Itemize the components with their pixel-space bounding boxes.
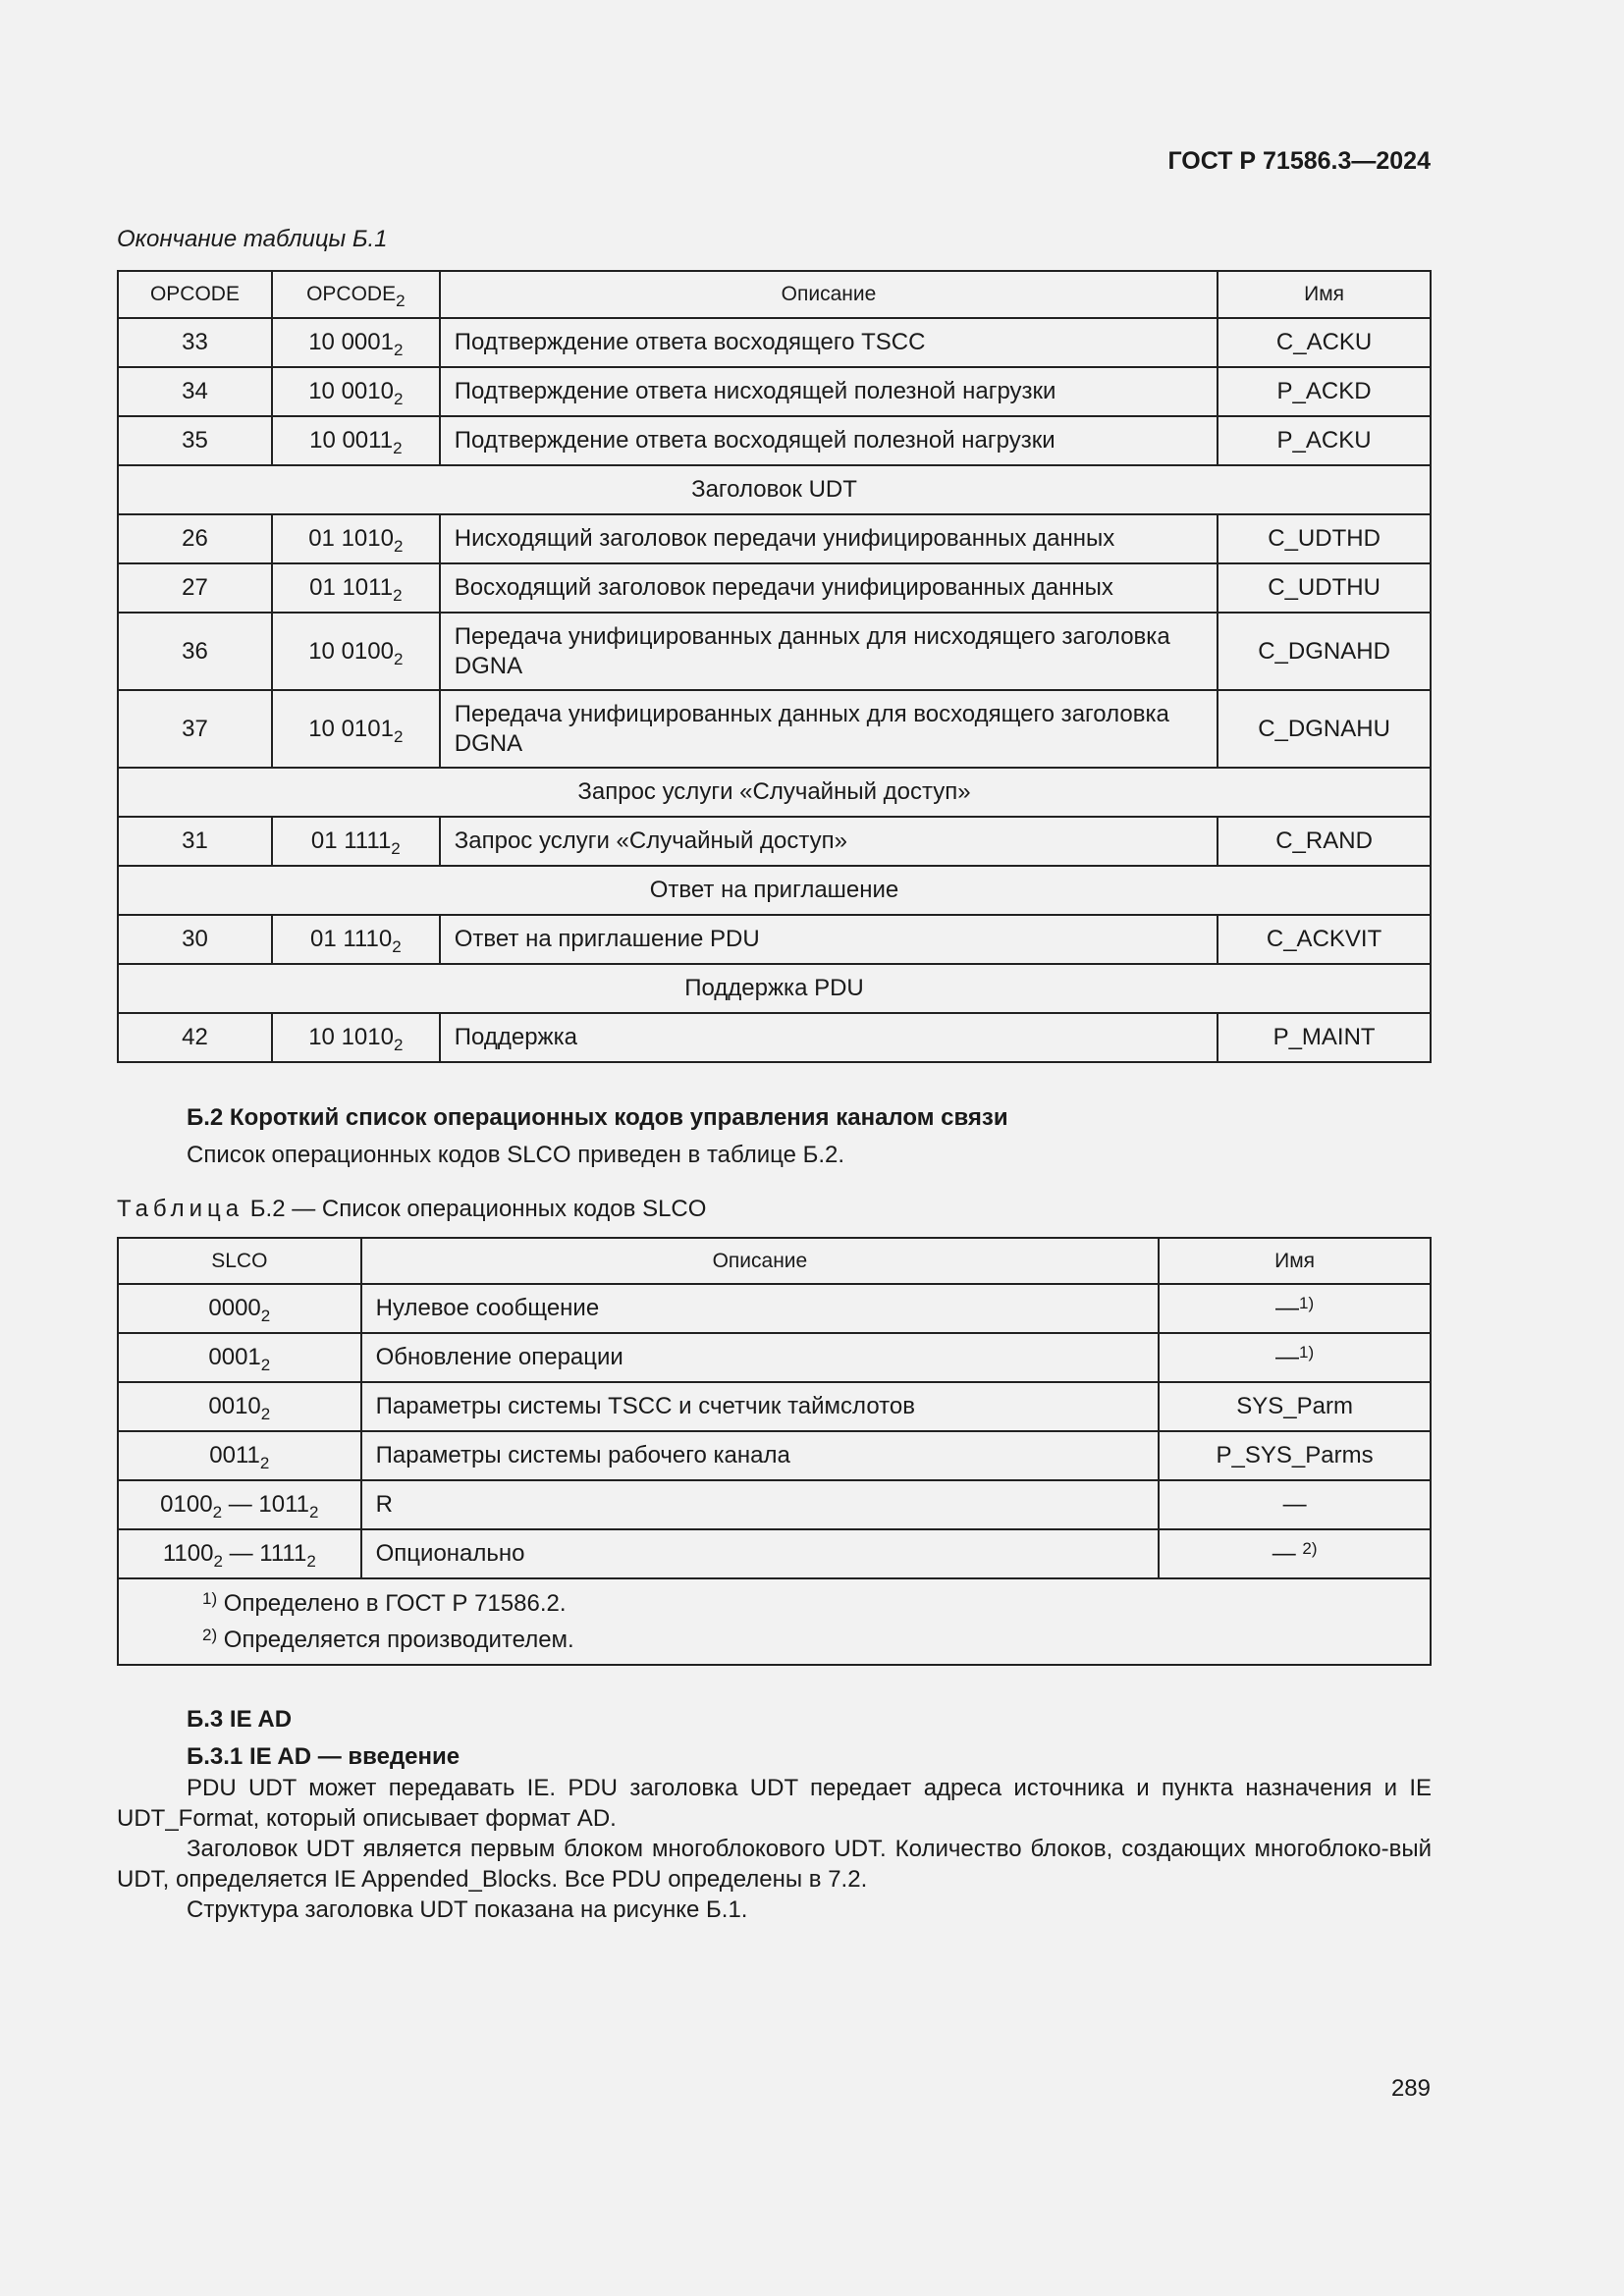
- document-id: ГОСТ Р 71586.3—2024: [1167, 147, 1431, 175]
- paragraph: Структура заголовка UDT показана на рисунке Б.1.: [187, 1896, 748, 1923]
- col-opcode: OPCODE: [118, 271, 272, 318]
- col-description: Описание: [361, 1238, 1160, 1284]
- table-row: $0001_2$ Обновление операции —$^{1)}$: [118, 1333, 1431, 1382]
- section-row-maintenance: Поддержка PDU: [118, 964, 1431, 1013]
- opcode-table: [117, 270, 1432, 1063]
- section-row-random-access: Запрос услуги «Случайный доступ»: [118, 768, 1431, 817]
- table-header-row: [118, 271, 1431, 318]
- table-row: 33 10 $0001_2$ Подтверждение ответа восходящего TSCC C_ACKU: [118, 318, 1431, 367]
- col-opcode2: $OPCODE_2$: [272, 271, 440, 318]
- table-header-row: [118, 1238, 1431, 1284]
- table-row: $0000_2$ Нулевое сообщение —$^{1)}$: [118, 1284, 1431, 1333]
- col-slco: SLCO: [118, 1238, 361, 1284]
- section-b31-body: [117, 1773, 1432, 1925]
- paragraph: Заголовок UDT является первым блоком многоблокового UDT. Количество блоков, создающих многоблоко-вый UDT, определяется IE Appended_Blocks. Все PDU определены в 7.2.: [117, 1836, 1432, 1893]
- table1-caption: Окончание таблицы Б.1: [117, 226, 388, 252]
- section-b3-title: Б.3 IE AD: [187, 1706, 293, 1733]
- paragraph: PDU UDT может передавать IE. PDU заголовка UDT передает адреса источника и пункта назначения и IE UDT_Format, который описывает формат AD.: [117, 1775, 1432, 1832]
- page-number: 289: [1390, 2075, 1431, 2102]
- section-b31-title: Б.3.1 IE AD — введение: [187, 1743, 460, 1770]
- footnote-1: $^{1)}$ Определено в ГОСТ Р 71586.2.: [202, 1589, 567, 1617]
- footnote-2: $^{2)}$ Определяется производителем.: [202, 1626, 574, 1653]
- table-row: 30 01 $1110_2$ Ответ на приглашение PDU C_ACKVIT: [118, 915, 1431, 964]
- section-b2-title: Б.2 Короткий список операционных кодов управления каналом связи: [187, 1104, 1008, 1131]
- table-row: 35 10 $0011_2$ Подтверждение ответа восходящей полезной нагрузки P_ACKU: [118, 416, 1431, 465]
- table-row: 42 10 $1010_2$ Поддержка P_MAINT: [118, 1013, 1431, 1062]
- table-row: 26 01 $1010_2$ Нисходящий заголовок передачи унифицированных данных C_UDTHD: [118, 514, 1431, 563]
- slco-table: [117, 1237, 1432, 1666]
- table-row: 34 10 $0010_2$ Подтверждение ответа нисходящей полезной нагрузки P_ACKD: [118, 367, 1431, 416]
- table-row: 31 01 $1111_2$ Запрос услуги «Случайный доступ» C_RAND: [118, 817, 1431, 866]
- table2-caption: Таблица Б.2 — Список операционных кодов SLCO: [117, 1196, 707, 1222]
- table-row: 36 10 $0100_2$ Передача унифицированных данных для нисходящего заголовка DGNA C_DGNAHD: [118, 613, 1431, 690]
- table-row: $1100_2$ — $1111_2$ Опционально — $^{2)}$: [118, 1529, 1431, 1578]
- section-row-invite: Ответ на приглашение: [118, 866, 1431, 915]
- table-row: $0100_2$ — $1011_2$ R —: [118, 1480, 1431, 1529]
- table-footnotes: [118, 1578, 1431, 1665]
- col-name: Имя: [1159, 1238, 1431, 1284]
- col-description: Описание: [440, 271, 1218, 318]
- table-row: $0010_2$ Параметры системы TSCC и счетчик таймслотов SYS_Parm: [118, 1382, 1431, 1431]
- table-row: 27 01 $1011_2$ Восходящий заголовок передачи унифицированных данных C_UDTHU: [118, 563, 1431, 613]
- table-row: $0011_2$ Параметры системы рабочего канала P_SYS_Parms: [118, 1431, 1431, 1480]
- section-b2-text: Список операционных кодов SLCO приведен в таблице Б.2.: [187, 1142, 845, 1168]
- section-row-udt: Заголовок UDT: [118, 465, 1431, 514]
- col-name: Имя: [1218, 271, 1431, 318]
- table-row: 37 10 $0101_2$ Передача унифицированных данных для восходящего заголовка DGNA C_DGNAHU: [118, 690, 1431, 768]
